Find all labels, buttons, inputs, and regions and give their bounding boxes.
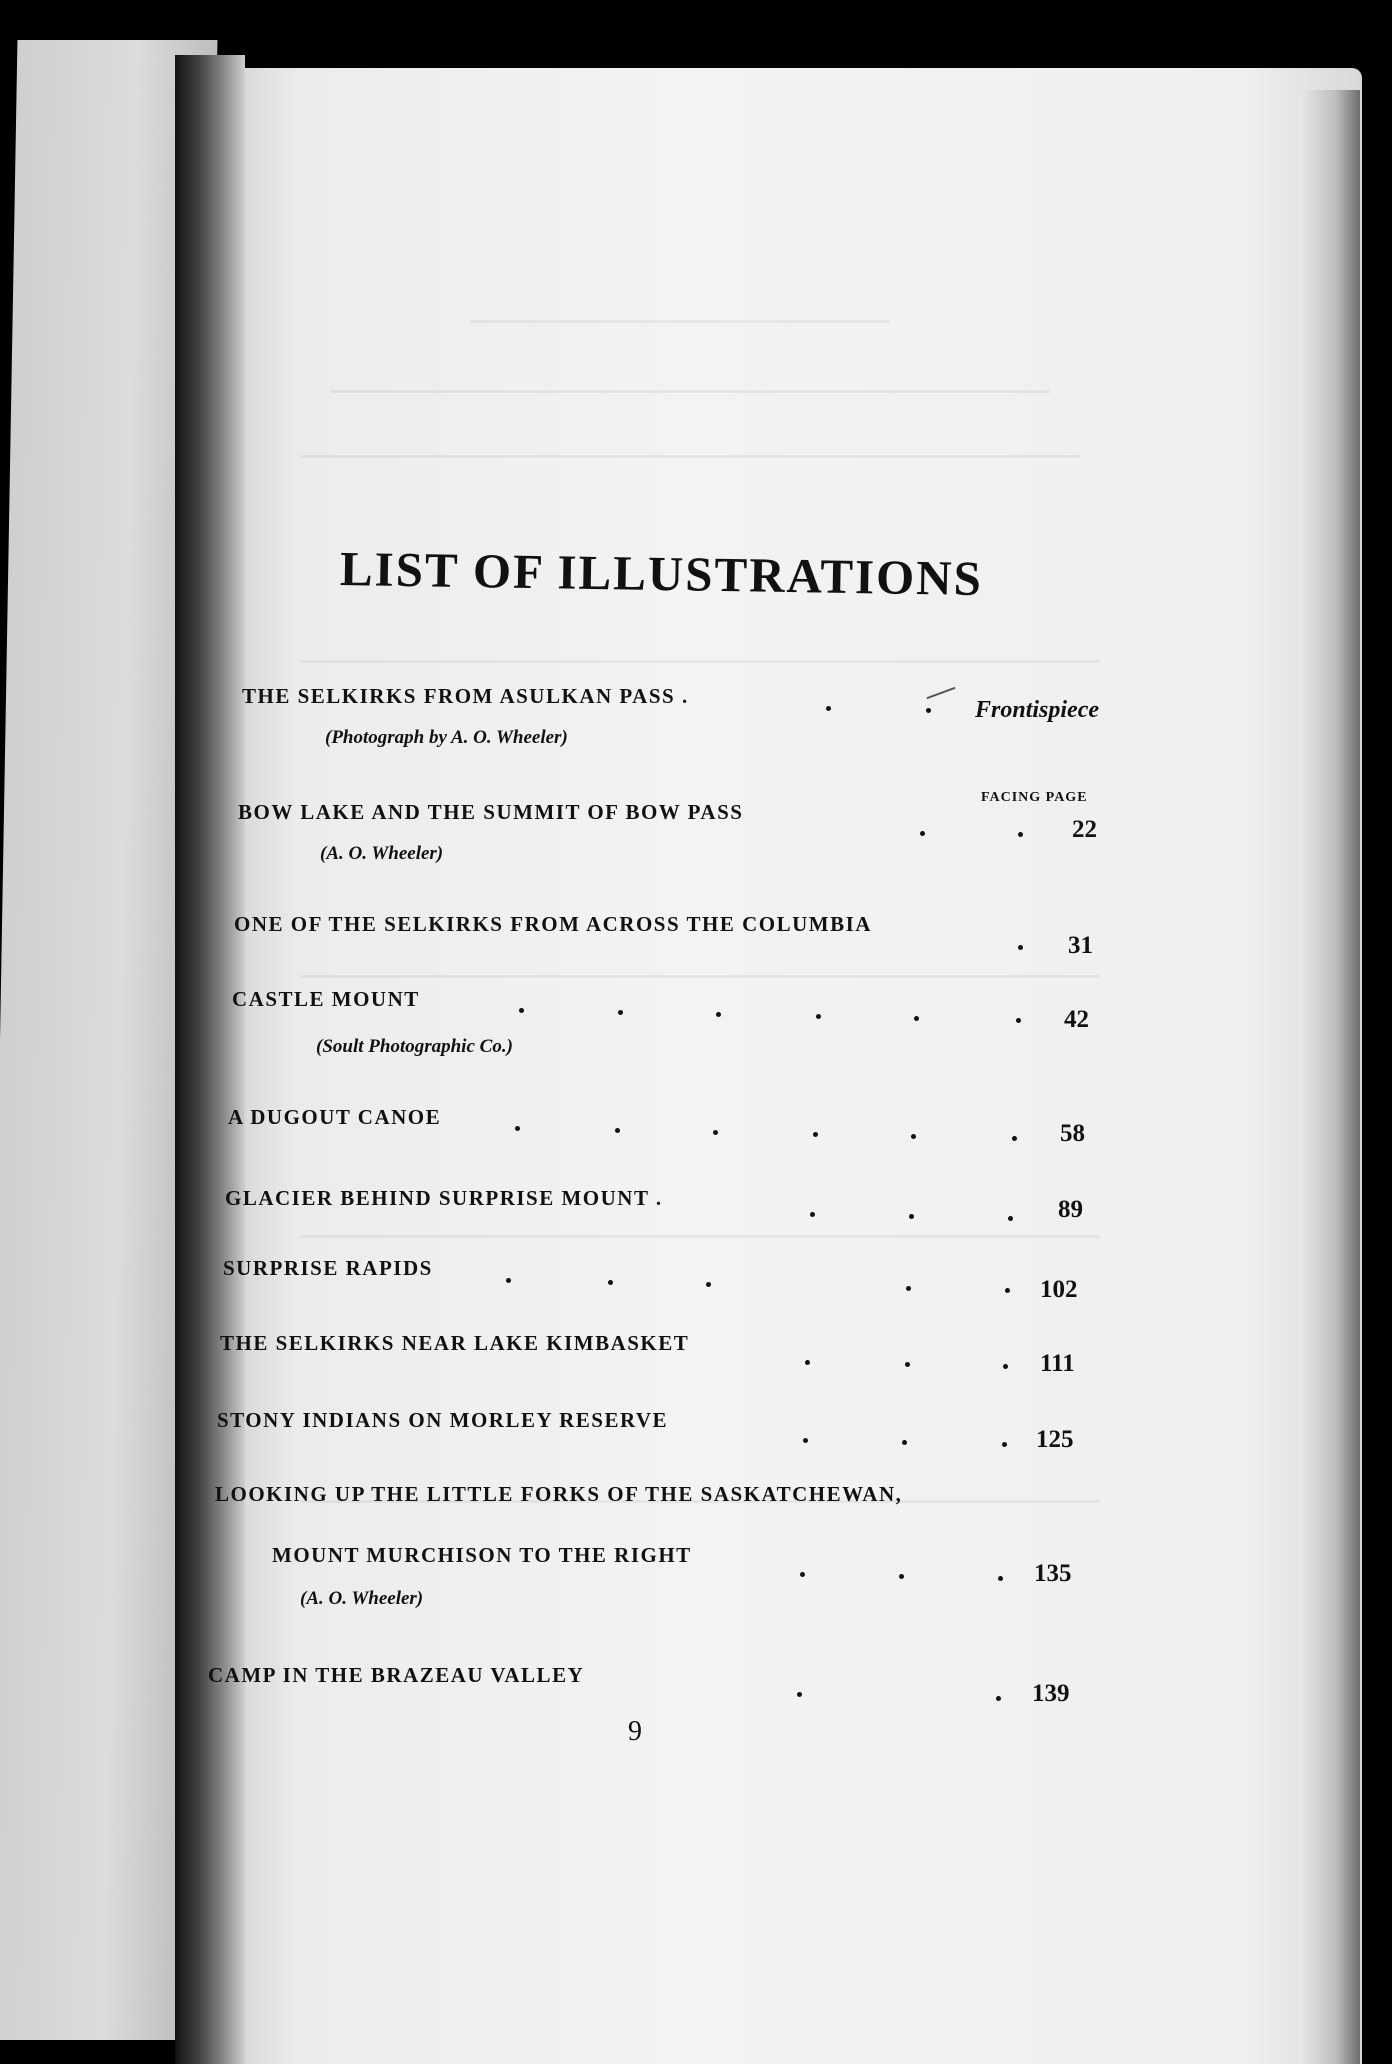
bleed-through-line: [470, 320, 890, 323]
bleed-through-line: [300, 455, 1080, 458]
illustration-title: THE SELKIRKS NEAR LAKE KIMBASKET: [220, 1331, 690, 1355]
leader-dot: [926, 708, 931, 713]
facing-page-label: FACING PAGE: [981, 790, 1088, 805]
bleed-through-line: [330, 390, 1050, 393]
page-number: 42: [1064, 1006, 1089, 1033]
leader-dot: [810, 1212, 815, 1217]
leader-dot: [1012, 1136, 1017, 1141]
leader-dot: [515, 1126, 520, 1131]
leader-dot: [1018, 832, 1023, 837]
leader-dot: [615, 1128, 620, 1133]
leader-dot: [1008, 1216, 1013, 1221]
leader-dot: [996, 1696, 1001, 1701]
page-folio-number: 9: [628, 1716, 642, 1747]
page-number: 31: [1068, 932, 1093, 959]
leader-dot: [797, 1692, 802, 1697]
leader-dot: [1016, 1018, 1021, 1023]
leader-dot: [1002, 1442, 1007, 1447]
leader-dot: [816, 1014, 821, 1019]
leader-dot: [506, 1278, 511, 1283]
page-number: 139: [1032, 1680, 1070, 1707]
bleed-through-line: [300, 660, 1100, 663]
bleed-through-line: [300, 975, 1100, 978]
leader-dot: [920, 831, 925, 836]
page-number: 102: [1040, 1276, 1078, 1303]
leader-dot: [803, 1438, 808, 1443]
illustration-title: CAMP IN THE BRAZEAU VALLEY: [208, 1663, 585, 1687]
illustration-title: BOW LAKE AND THE SUMMIT OF BOW PASS: [238, 800, 744, 824]
page-number: 22: [1072, 816, 1097, 843]
illustration-title: A DUGOUT CANOE: [228, 1105, 442, 1129]
book-page: [232, 68, 1362, 2064]
illustration-title: GLACIER BEHIND SURPRISE MOUNT .: [225, 1186, 663, 1210]
leader-dot: [519, 1008, 524, 1013]
leader-dot: [911, 1134, 916, 1139]
leader-dot: [608, 1280, 613, 1285]
illustration-credit: (Soult Photographic Co.): [316, 1036, 513, 1057]
leader-dot: [1003, 1364, 1008, 1369]
leader-dot: [899, 1574, 904, 1579]
illustration-title: CASTLE MOUNT: [232, 987, 420, 1011]
page-number: 125: [1036, 1426, 1074, 1453]
page-right-edge: [1300, 90, 1360, 2064]
leader-dot: [713, 1130, 718, 1135]
leader-dot: [1018, 945, 1023, 950]
illustration-credit: (A. O. Wheeler): [320, 843, 444, 864]
book-gutter: [175, 55, 245, 2064]
leader-dot: [813, 1132, 818, 1137]
illustration-title: THE SELKIRKS FROM ASULKAN PASS .: [242, 684, 689, 708]
page-number: 58: [1060, 1120, 1085, 1147]
illustration-title: SURPRISE RAPIDS: [223, 1256, 433, 1280]
leader-dot: [805, 1360, 810, 1365]
illustration-title: ONE OF THE SELKIRKS FROM ACROSS THE COLUMBIA: [234, 912, 872, 936]
leader-dot: [906, 1286, 911, 1291]
frontispiece-label: Frontispiece: [975, 697, 1099, 723]
page-number: 89: [1058, 1196, 1083, 1223]
leader-dot: [618, 1010, 623, 1015]
leader-dot: [800, 1572, 805, 1577]
page-title: LIST OF ILLUSTRATIONS: [339, 541, 984, 607]
leader-dot: [905, 1362, 910, 1367]
leader-dot: [826, 706, 831, 711]
illustration-title: STONY INDIANS ON MORLEY RESERVE: [217, 1408, 669, 1432]
illustration-title-continued: MOUNT MURCHISON TO THE RIGHT: [272, 1543, 692, 1567]
leader-dot: [998, 1576, 1003, 1581]
page-number: 111: [1040, 1350, 1075, 1377]
illustration-credit: (A. O. Wheeler): [300, 1588, 424, 1609]
leader-dot: [716, 1012, 721, 1017]
leader-dot: [914, 1016, 919, 1021]
illustration-title: LOOKING UP THE LITTLE FORKS OF THE SASKATCHEWAN,: [215, 1482, 903, 1506]
illustration-credit: (Photograph by A. O. Wheeler): [325, 727, 568, 748]
leader-dot: [1005, 1288, 1010, 1293]
page-number: 135: [1034, 1560, 1072, 1587]
leader-dot: [902, 1440, 907, 1445]
leader-dot: [909, 1214, 914, 1219]
leader-dot: [706, 1282, 711, 1287]
bleed-through-line: [300, 1235, 1100, 1238]
